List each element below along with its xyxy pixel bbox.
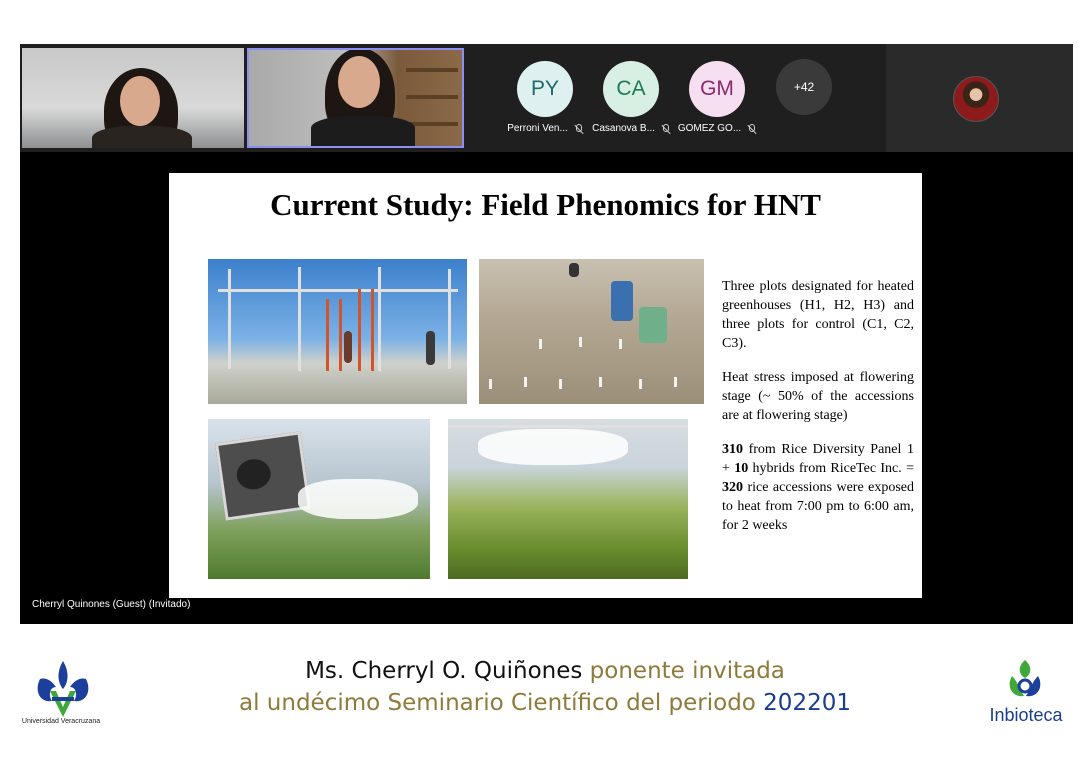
more-participants-button[interactable]: +42 (776, 59, 832, 115)
speaker-name-label: Cherryl Quinones (Guest) (Invitado) (32, 599, 191, 610)
inbioteca-logo-icon (996, 656, 1054, 706)
avatar: PY (517, 61, 573, 117)
event-description: al undécimo Seminario Científico del periodo (239, 690, 764, 716)
meeting-window (20, 44, 1073, 624)
self-view-avatar[interactable] (953, 76, 999, 122)
avatar: CA (603, 61, 659, 117)
participant-video-person (92, 48, 202, 148)
participant-gm[interactable] (672, 61, 762, 134)
video-tile-participant-1[interactable] (22, 48, 244, 148)
slide-paragraph: 310 from Rice Diversity Panel 1 + 10 hybrids from RiceTec Inc. = 320 rice accessions were exposed to heat from 7:00 pm to 6:00 am, for 2 weeks (722, 442, 914, 533)
speaker-full-name: Ms. Cherryl O. Quiñones (305, 658, 583, 684)
participant-py[interactable] (500, 61, 590, 134)
slide-body-text (722, 277, 914, 550)
mic-muted-icon (573, 124, 583, 134)
slide-paragraph: Heat stress imposed at flowering stage (~ 50% of the accessions are at flowering stage) (722, 370, 914, 423)
participant-name: GOMEZ GO... (677, 123, 742, 134)
participant-name: Casanova B... (592, 123, 655, 134)
event-caption (0, 655, 1090, 719)
slide-paragraph: Three plots designated for heated greenhouses (H1, H2, H3) and three plots for control (C1, C2, C3). (722, 279, 914, 351)
field-plot-photo (479, 259, 704, 404)
video-tile-active-speaker[interactable] (247, 48, 464, 148)
event-period: 202201 (763, 690, 851, 716)
right-logo-caption: Inbioteca (989, 705, 1063, 725)
speaker-role: ponente invitada (582, 658, 785, 684)
left-logo-caption: Universidad Veracruzana (21, 718, 101, 725)
shared-slide (169, 173, 922, 598)
participant-strip (20, 44, 1073, 152)
participant-ca[interactable] (586, 61, 676, 134)
greenhouse-frame-photo (208, 259, 467, 404)
heater-device-photo (208, 419, 430, 579)
participant-video-person (311, 48, 421, 146)
rice-greenhouse-photo (448, 419, 688, 579)
slide-title: Current Study: Field Phenomics for HNT (270, 187, 821, 222)
mic-muted-icon (660, 124, 670, 134)
heater-device (215, 431, 311, 520)
mic-muted-icon (746, 124, 756, 134)
avatar: GM (689, 61, 745, 117)
participant-name: Perroni Ven... (507, 123, 568, 134)
